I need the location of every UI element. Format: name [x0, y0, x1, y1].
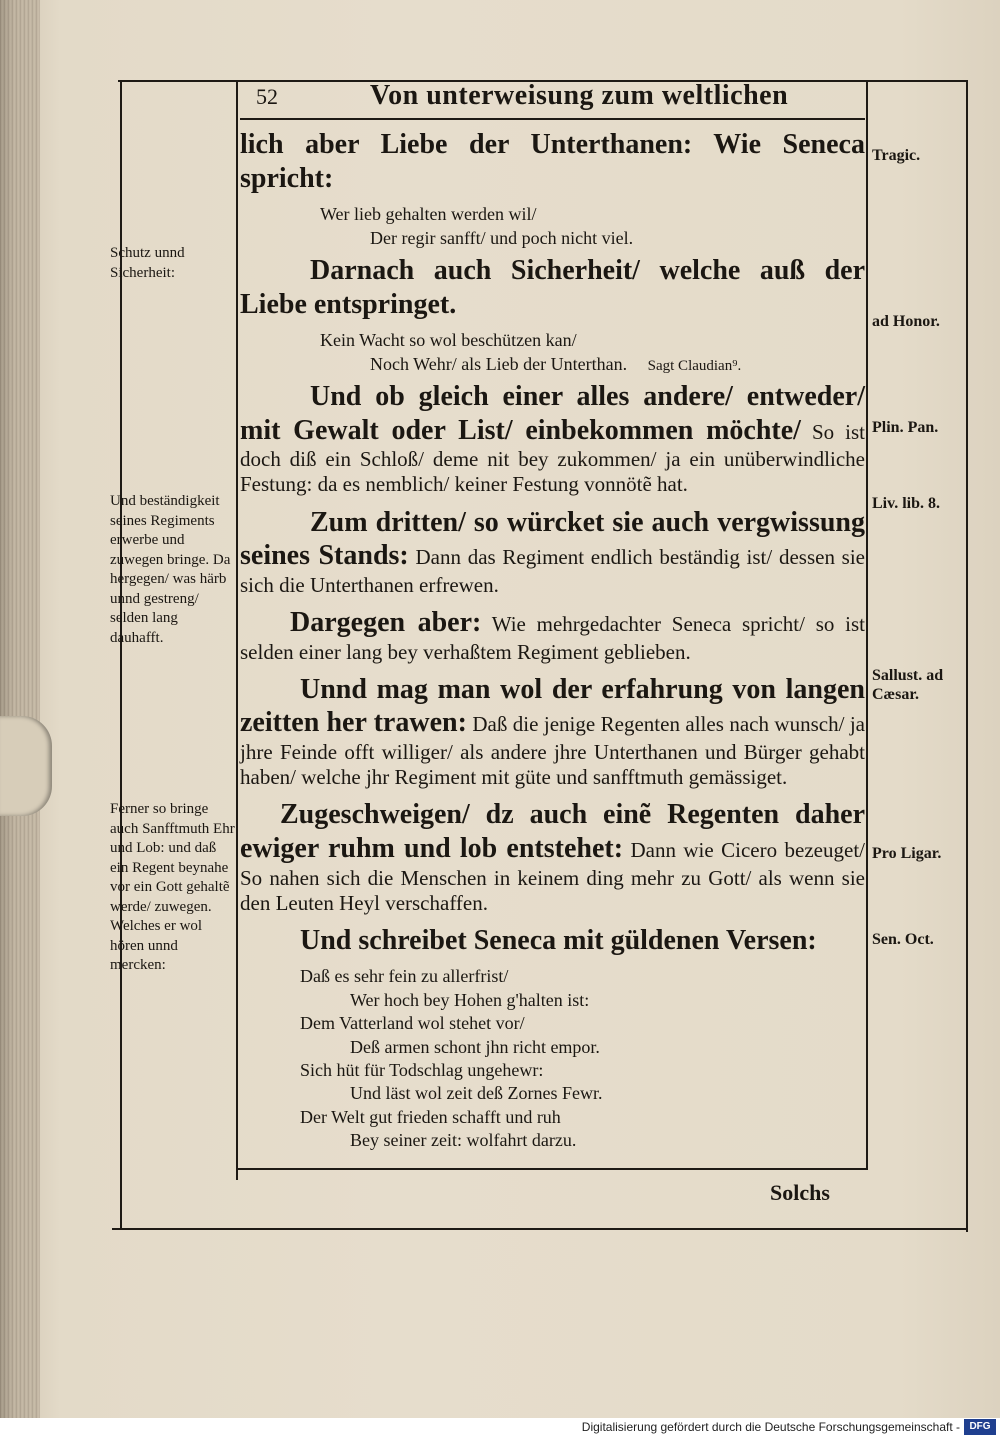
- frame-rule-bottom: [112, 1228, 968, 1230]
- lead-phrase: Dargegen aber:: [290, 606, 482, 638]
- catchword: Solchs: [770, 1180, 830, 1205]
- frame-rule-right: [966, 82, 968, 1232]
- verse-line: Daß es sehr fein zu allerfrist/: [300, 966, 509, 987]
- side-note-right: Sen. Oct.: [872, 931, 934, 948]
- book-page-edges: [0, 0, 40, 1418]
- lead-line: Darnach auch Sicherheit/ welche auß der Liebe entspringet.: [240, 254, 865, 320]
- verse-line: Kein Wacht so wol beschützen kan/: [320, 330, 577, 351]
- side-note-right: ad Honor.: [872, 313, 940, 330]
- text-block-7: [240, 798, 865, 916]
- page-clip: [0, 716, 52, 816]
- side-note-right: Sallust. ad Cæsar.: [872, 667, 944, 704]
- running-head: Von unterweisung zum weltlichen: [370, 80, 789, 111]
- body-text: Dann das Regiment endlich beständig ist/ dessen sie sich die Unterthanen erfrewen.: [240, 545, 866, 597]
- side-note-right: Plin. Pan.: [872, 419, 939, 436]
- frame-rule-text-bottom: [238, 1168, 866, 1170]
- page-number: 52: [256, 84, 278, 109]
- lead-phrase: Zugeschweigen/ dz auch einẽ Regenten daher ewiger ruhm und lob entstehet:: [240, 799, 865, 864]
- text-block-2: [240, 254, 865, 321]
- body-text: Dann wie Cicero bezeuget/ So nahen sich die Menschen in keinem ding mehr zu Gott/ als wenn sie den Leuten Heyl verschaffen.: [240, 837, 865, 915]
- lead-line: Und schreibet Seneca mit güldenen Versen:: [300, 924, 817, 956]
- verse-line: Sich hüt für Todschlag ungehewr:: [300, 1060, 544, 1081]
- verse-line: Der regir sanfft/ und poch nicht viel.: [370, 227, 634, 248]
- frame-rule-inner-left: [236, 80, 238, 1180]
- dfg-logo: DFG: [964, 1419, 996, 1435]
- body-text: Wie mehrgedachter Seneca spricht/ so ist selden einer lang bey verhaßtem Regiment geblieben.: [240, 611, 866, 664]
- text-block-6: [240, 673, 865, 791]
- verse-line: Der Welt gut frieden schafft und ruh: [300, 1106, 561, 1127]
- side-note-right: Tragic.: [872, 147, 921, 164]
- side-note-right: Liv. lib. 8.: [872, 495, 941, 512]
- verse-line: Wer hoch bey Hohen g'halten ist:: [350, 989, 590, 1010]
- side-note-left: Schutz unnd Sicherheit:: [110, 245, 185, 281]
- verse-attribution: Sagt Claudian⁹.: [647, 357, 742, 374]
- frame-rule-header-bottom: [240, 118, 865, 120]
- verse-line: Und läst wol zeit deß Zornes Fewr.: [350, 1083, 603, 1104]
- text-block-8: [240, 924, 865, 958]
- body-text: Daß die jenige Regenten alles nach wunsch/ ja jhre Feinde offt williger/ als andere jhre Unterthanen und Bürger gehabt haben/ welche jhr Regiment mit güte und sanfftmuth gemässiget.: [240, 712, 866, 790]
- verse-line-text: Noch Wehr/ als Lieb der Unterthan.: [370, 353, 628, 374]
- verse-line: Wer lieb gehalten werden wil/: [320, 204, 537, 225]
- text-block-3: [240, 380, 865, 498]
- lead-phrase: Zum dritten/ so würcket sie auch vergwissung seines Stands:: [240, 506, 865, 572]
- frame-rule-inner-right: [866, 80, 868, 1170]
- verse-line: Bey seiner zeit: wolfahrt darzu.: [350, 1130, 577, 1151]
- page-header: [250, 80, 870, 114]
- text-block-4: [240, 506, 865, 598]
- text-block-5: [240, 606, 865, 665]
- lead-phrase: Und ob gleich einer alles andere/ entweder/ mit Gewalt oder List/ einbekommen möchte/: [240, 381, 865, 446]
- side-note-right: Pro Ligar.: [872, 845, 942, 862]
- funding-credit: Digitalisierung gefördert durch die Deutsche Forschungsgemeinschaft -: [581, 1420, 960, 1434]
- verse-line: [240, 353, 865, 377]
- main-text: [240, 128, 865, 1157]
- verse-stanza: [240, 965, 865, 1152]
- verse-seneca: [240, 203, 865, 250]
- text-block-1: [240, 128, 865, 195]
- side-note-left: Ferner so bringe auch Sanfftmuth Ehr und Lob: und daß ein Regent beynahe vor ein Gott gehaltẽ werde/ zuwegen. Welches er wol hören unnd mercken:: [110, 801, 235, 973]
- verse-line: Deß armen schont jhn richt empor.: [350, 1036, 600, 1057]
- lead-phrase: Unnd mag man wol der erfahrung von langen zeitten her trawen:: [240, 673, 865, 739]
- credit-bar: [0, 1418, 1000, 1437]
- lead-line: lich aber Liebe der Unterthanen: Wie Seneca spricht:: [240, 129, 865, 194]
- body-text: So ist doch diß ein Schloß/ deme nit bey zukommen/ ja ein unüberwindliche Festung: da es nemblich/ keiner Festung vonnötẽ hat.: [240, 419, 865, 497]
- verse-line: Dem Vatterland wol stehet vor/: [300, 1013, 525, 1034]
- side-note-left: Und beständigkeit seines Regiments erwerbe und zuwegen bringe. Da hergegen/ was härb unnd gestreng/ selden lang dauhafft.: [110, 493, 231, 646]
- verse-claudian: [240, 329, 865, 376]
